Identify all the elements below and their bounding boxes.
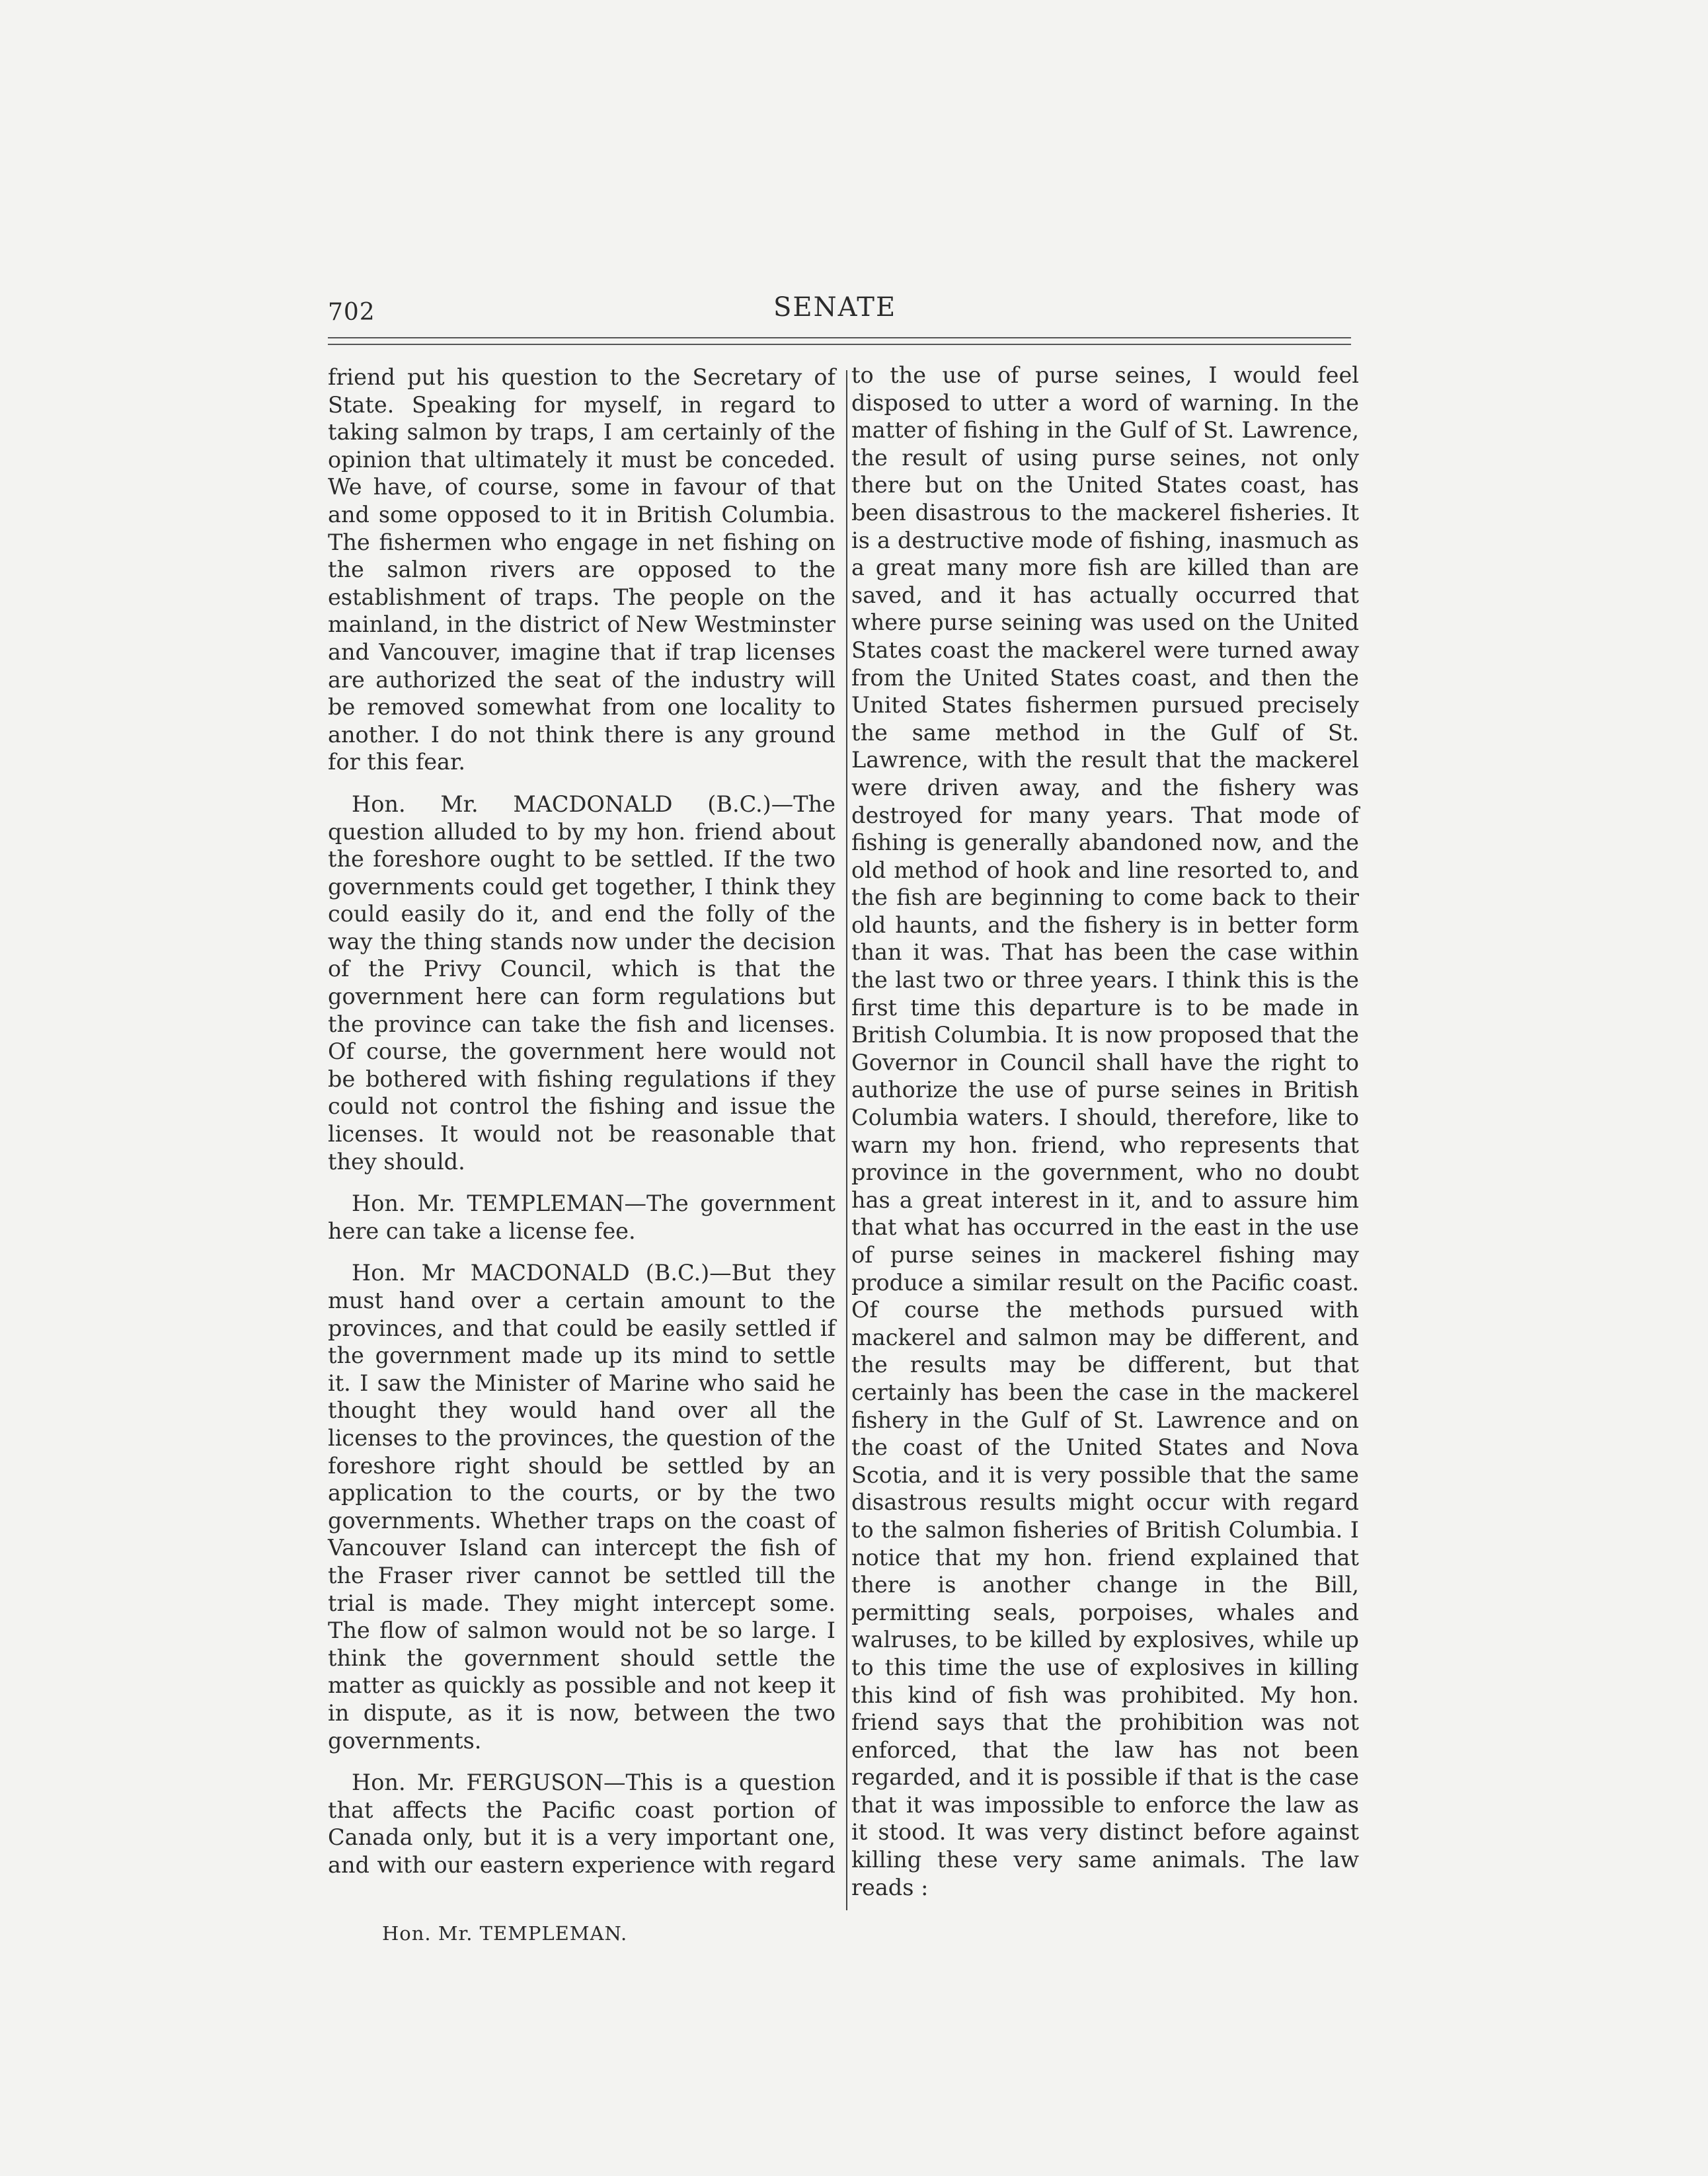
left-column <box>328 364 835 1879</box>
header-rule-top <box>328 337 1351 338</box>
header-rule-bottom <box>328 344 1351 345</box>
paragraph: Hon. Mr. FERGUSON—This is a question that affects the Pacific coast portion of Canada only, but it is a very important one, and with our eastern experience with regard <box>328 1769 835 1878</box>
paragraph: Hon. Mr MACDONALD (B.C.)—But they must hand over a certain amount to the provinces, and that could be easily settled if the government made up its mind to settle it. I saw the Minister of Marine who said he thought they would hand over all the licenses to the provinces, the question of the foreshore right should be settled by an application to the courts, or by the two governments. Whether traps on the coast of Vancouver Island can intercept the fish of the Fraser river cannot be settled till the trial is made. They might intercept some. The flow of salmon would not be so large. I think the government should settle the matter as quickly as possible and not keep it in dispute, as it is now, between the two governments. <box>328 1260 835 1754</box>
running-title: SENATE <box>773 292 897 323</box>
column-divider <box>846 370 847 1910</box>
paragraph: Hon. Mr. MACDONALD (B.C.)—The question alluded to by my hon. friend about the foreshore ought to be settled. If the two governments could get together, I think they could easily do it, and end the folly of the way the thing stands now under the decision of the Privy Council, which is that the government here can form regulations but the province can take the fish and licenses. Of course, the government here would not be bothered with fishing regulations if they could not control the fishing and issue the licenses. It would not be reasonable that they should. <box>328 791 835 1175</box>
catchword: Hon. Mr. TEMPLEMAN. <box>382 1922 628 1945</box>
right-column <box>851 362 1359 1901</box>
paragraph: Hon. Mr. TEMPLEMAN—The government here can take a license fee. <box>328 1190 835 1244</box>
paragraph: to the use of purse seines, I would feel disposed to utter a word of warning. In the matter of fishing in the Gulf of St. Lawrence, the result of using purse seines, not only there but on the United States coast, has been disastrous to the mackerel fisheries. It is a destructive mode of fishing, inasmuch as a great many more fish are killed than are saved, and it has actually occurred that where purse seining was used on the United States coast the mackerel were turned away from the United States coast, and then the United States fishermen pursued precisely the same method in the Gulf of St. Lawrence, with the result that the mackerel were driven away, and the fishery was destroyed for many years. That mode of fishing is generally abandoned now, and the old method of hook and line resorted to, and the fish are beginning to come back to their old haunts, and the fishery is in better form than it was. That has been the case within the last two or three years. I think this is the first time this departure is to be made in British Columbia. It is now proposed that the Governor in Council shall have the right to authorize the use of purse seines in British Columbia waters. I should, therefore, like to warn my hon. friend, who represents that province in the government, who no doubt has a great interest in it, and to assure him that what has occurred in the east in the use of purse seines in mackerel fishing may produce a similar result on the Pacific coast. Of course the methods pursued with mackerel and salmon may be different, and the results may be different, but that certainly has been the case in the mackerel fishery in the Gulf of St. Lawrence and on the coast of the United States and Nova Scotia, and it is very possible that the same disastrous results might occur with regard to the salmon fisheries of British Columbia. I notice that my hon. friend explained that there is another change in the Bill, permitting seals, porpoises, whales and walruses, to be killed by explosives, while up to this time the use of explosives in killing this kind of fish was prohibited. My hon. friend says that the prohibition was not enforced, that the law has not been regarded, and it is possible if that is the case that it was impossible to enforce the law as it stood. It was very distinct before against killing these very same animals. The law reads : <box>851 362 1359 1900</box>
page-number: 702 <box>328 299 375 326</box>
paragraph: friend put his question to the Secretary of State. Speaking for myself, in regard to taking salmon by traps, I am certainly of the opinion that ultimately it must be conceded. We have, of course, some in favour of that and some opposed to it in British Columbia. The fishermen who engage in net fishing on the salmon rivers are opposed to the establishment of traps. The people on the mainland, in the district of New Westminster and Vancouver, imagine that if trap licenses are authorized the seat of the industry will be removed somewhat from one locality to another. I do not think there is any ground for this fear. <box>328 364 835 775</box>
